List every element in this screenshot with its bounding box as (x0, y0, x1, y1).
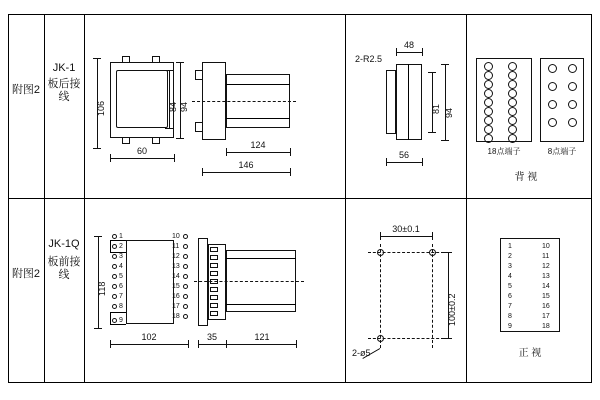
r2-side-flange (198, 238, 208, 326)
r1-front-tab-left (122, 56, 130, 63)
col-divider-2 (84, 14, 85, 382)
r2-dim-100: 100±0.2 (447, 293, 457, 326)
r1-dim-94-line (180, 62, 181, 138)
r1-dim-146: 146 (238, 160, 254, 170)
r1-note-r25: 2-R2.5 (355, 54, 383, 64)
r1-view-caption: 背 视 (514, 172, 538, 183)
drawing-sheet: 附图2 JK-1 板后接线 106 94 84 60 124 146 2-R2.5 48 94 81 56 18点端子 8点端子 背 视 附图2 JK-1Q 板前接线 1 2 3 4 5 6 7 8 9 10 11 12 13 14 15 16 17 18 118 102 35 121 30±0.1 100±0.2 2-ø5 1 2 3 4 5 6 7 8 9 10 11 12 13 14 15 16 17 18 正 视 (0, 0, 600, 400)
r2-front-ear-bl-b (110, 324, 126, 325)
r1-dim-56-line (386, 162, 422, 163)
r1-front-window (116, 70, 168, 128)
r1-cutout-inner (408, 64, 409, 140)
row2-ref-label: 附图2 (11, 268, 41, 280)
r2-dim-30: 30±0.1 (392, 224, 420, 234)
r1-terminal-block-8 (540, 58, 584, 142)
r2-front-ear-tl (110, 240, 126, 241)
r1-cutout-lip (386, 70, 396, 134)
r1-dim-60: 60 (136, 146, 147, 156)
r1-dim-146-line (202, 172, 290, 173)
row2-wiring: 板前接线 (47, 256, 81, 281)
r2-side-line-a (226, 258, 296, 259)
r1-caption-8: 8点端子 (547, 147, 577, 156)
r1-dim-84-line (169, 70, 170, 128)
r1-side-line-a (226, 84, 290, 85)
row1-wiring: 板后接线 (47, 78, 81, 103)
r2-front-ear-bl-v (110, 312, 111, 324)
r2-dim-121-line (226, 344, 296, 345)
r1-side-lug-top (195, 70, 203, 80)
r2-dim-35-line (198, 344, 226, 345)
r1-side-centerline (192, 101, 296, 102)
r1-front-tab-bl (122, 137, 130, 144)
r2-dim-121: 121 (254, 332, 270, 342)
r1-dim-84: 84 (168, 101, 178, 112)
r2-front-ear-tl-v (110, 240, 111, 252)
r1-cutout-plate (396, 64, 422, 140)
r1-dim-56: 56 (398, 150, 409, 160)
r1-front-tab-right (152, 56, 160, 63)
r1-dim-124-line (226, 152, 290, 153)
r1-dim-48-line (396, 52, 422, 53)
r2-front-ear-tl-b (110, 252, 126, 253)
r2-hole-cl-right (432, 244, 433, 348)
r1-dim-48: 48 (403, 40, 414, 50)
row-divider (8, 198, 592, 199)
r2-hole-bl (377, 335, 384, 342)
col-divider-3 (345, 14, 346, 382)
r2-dim-35: 35 (206, 332, 217, 342)
row1-ref-label: 附图2 (11, 84, 41, 96)
r2-view-caption: 正 视 (518, 348, 542, 359)
r1-dim-94: 94 (179, 101, 189, 112)
frame-top (8, 14, 592, 15)
row1-model: JK-1 (52, 62, 76, 74)
r1-caption-18: 18点端子 (487, 147, 521, 156)
r2-dim-102-line (110, 344, 188, 345)
frame-bottom (8, 382, 592, 383)
r1-dim-94b: 94 (444, 107, 454, 118)
r1-dim-60-line (110, 158, 174, 159)
r1-dim-124: 124 (250, 140, 266, 150)
r2-side-line-b (226, 304, 296, 305)
r2-hole-note: 2-ø5 (352, 348, 371, 358)
r1-front-tab-br (152, 137, 160, 144)
r2-dim-30-line (380, 236, 432, 237)
r2-front-body (126, 240, 174, 324)
r2-front-ear-bl-t (110, 312, 126, 313)
r1-dim-81-line (432, 72, 433, 132)
r2-hole-tl (377, 249, 384, 256)
r1-dim-81: 81 (431, 103, 441, 114)
r1-side-lug-bottom (195, 122, 203, 132)
r2-dim-118: 118 (97, 281, 107, 296)
r1-dim-106: 106 (96, 100, 106, 116)
r1-dim-94b-line (445, 64, 446, 140)
row2-model: JK-1Q (48, 238, 80, 250)
r2-hole-cl-left (380, 244, 381, 348)
col-divider-4 (466, 14, 467, 382)
r2-hole-tr (429, 249, 436, 256)
r2-dim-102: 102 (141, 332, 157, 342)
r1-side-line-b (226, 118, 290, 119)
